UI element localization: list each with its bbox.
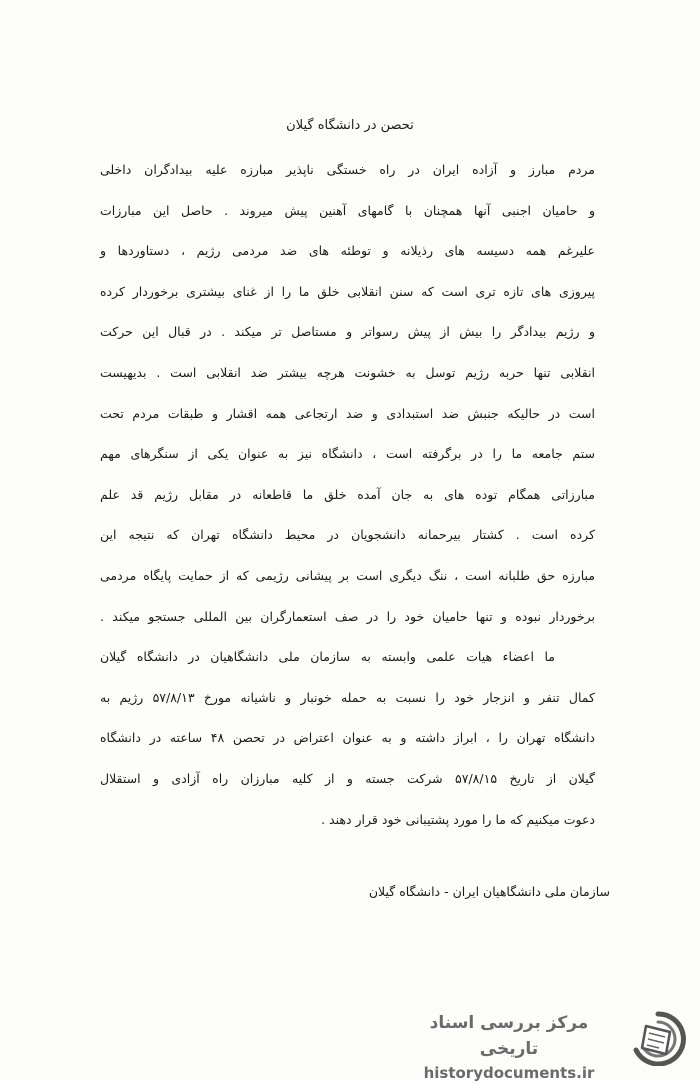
body-line: علیرغم همه دسیسه های رذیلانه و توطئه های ضد مردمی رژیم ، دستاوردها و	[100, 243, 595, 259]
body-line: و حامیان اجنبی آنها همچنان با گامهای آهنین پیش میروند . حاصل این مبارزات	[100, 202, 595, 218]
watermark-text	[398, 1010, 620, 1084]
signature-block	[90, 884, 700, 899]
body-line: و رژیم بیدادگر را بیش از پیش رسواتر و مستاصل تر میکند . در قبال این حرکت	[100, 324, 595, 340]
watermark-title: مرکز بررسی اسناد تاریخی	[429, 1013, 589, 1059]
watermark	[392, 1006, 692, 1082]
body-line: دعوت میکنیم که ما را مورد پشتیبانی خود قرار دهند .	[321, 811, 595, 827]
body-line: پیروزی های تازه تری است که سنن انقلابی خلق ما را از غنای بیشتری برخوردار کرده	[100, 283, 595, 299]
body-line: ما اعضاء هیات علمی وابسته به سازمان ملی دانشگاهیان در دانشگاه گیلان	[100, 649, 555, 665]
document-title: تحصن در دانشگاه گیلان	[286, 118, 414, 133]
body-line: برخوردار نبوده و تنها حامیان خود را در صف استعمارگران بین المللی جستجو میکند .	[100, 608, 595, 624]
body-line: مردم مبارز و آزاده ایران در راه خستگی ناپذیر مبارزه علیه بیدادگران داخلی	[100, 162, 595, 177]
document-body	[100, 150, 595, 840]
body-line: گیلان از تاریخ ۵۷/۸/۱۵ شرکت جسته و از کلیه مبارزان راه آزادی و استقلال	[100, 770, 595, 786]
body-line: مبارزه حق طلبانه است ، ننگ دیگری است بر پیشانی رژیمی که از حمایت پایگاه مردمی	[100, 567, 595, 583]
body-line: است در حالیکه جنبش ضد استبدادی و ضد ارتجاعی همه اقشار و طبقات مردم تحت	[100, 405, 595, 421]
body-line: ستم جامعه ما را در برگرفته است ، دانشگاه نیز به عنوان یکی از سنگرهای مهم	[100, 446, 595, 462]
body-line: کرده است . کشتار بیرحمانه دانشجویان در محیط دانشگاه تهران که نتیجه این	[100, 527, 595, 543]
signature-text: سازمان ملی دانشگاهیان ایران - دانشگاه گیلان	[368, 884, 610, 899]
body-line: کمال تنفر و انزجار خود را نسبت به حمله خونبار و ناشیانه مورخ ۵۷/۸/۱۳ رژیم به	[100, 689, 595, 705]
body-line: انقلابی تنها حربه رژیم توسل به خشونت هرچه بیشتر ضد انقلابی است . بدیهیست	[100, 364, 595, 380]
history-documents-logo-icon	[628, 1010, 688, 1066]
body-line: مبارزاتی همگام توده های به جان آمده خلق ما قاطعانه در مقابل رژیم قد علم	[100, 486, 595, 502]
body-line: دانشگاه تهران را ، ابراز داشته و به عنوان اعتراض در تحصن ۴۸ ساعته در دانشگاه	[100, 730, 596, 746]
watermark-url: historydocuments.ir	[423, 1064, 595, 1082]
